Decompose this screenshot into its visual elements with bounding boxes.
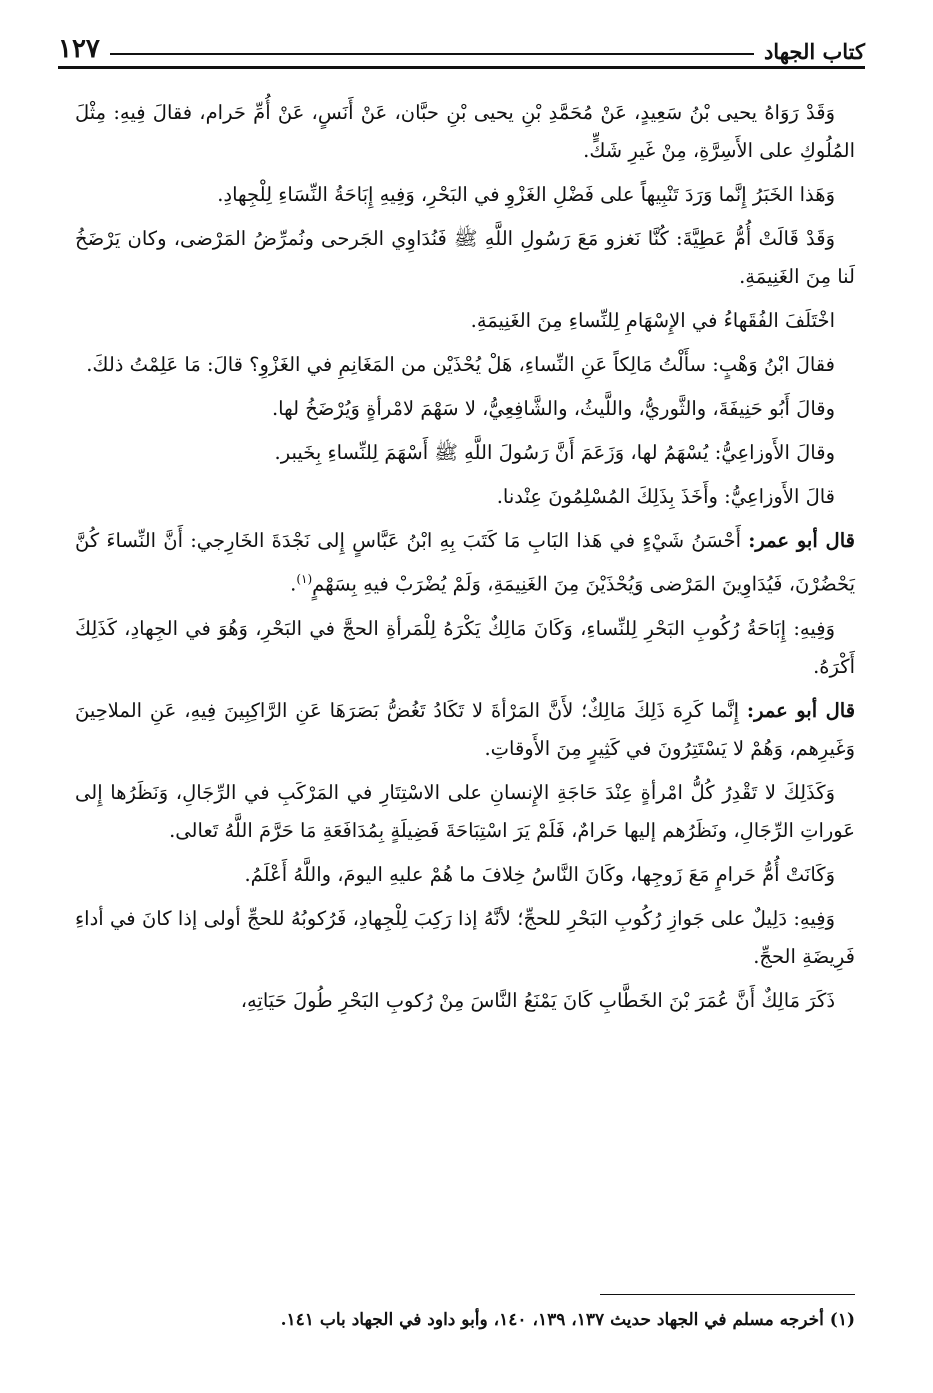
paragraph: وَكَانَتْ أُمُّ حَرامٍ مَعَ زَوجِها، وكَانَ النَّاسُ خِلافَ ما هُمْ عليهِ اليومَ، واللَّهُ أَعْلَمُ. bbox=[244, 862, 835, 886]
running-header bbox=[58, 24, 865, 64]
paragraph: قال أبو عمر: أَحْسَنُ شَيْءٍ في هَذا البَابِ مَا كَتَبَ بِهِ ابْنُ عَبَّاسٍ إِلى نَجْدَةَ الخَارِجي: أَنَّ النِّساءَ كُنَّ يَحْضُرْنَ، فَيُدَاوِينَ المَرْضى وَيُحْذَيْنَ مِنَ الغَنِيمَةِ، وَلَمْ يُضْرَبْ فيهِ بِسَهْمٍ$^{(١)}$. bbox=[75, 529, 855, 596]
paragraph: اخْتَلَفَ الفُقَهاءُ في الإِسْهَامِ لِلنِّساءِ مِنَ الغَنِيمَةِ. bbox=[470, 309, 835, 332]
paragraph: وَفِيهِ: إِبَاحَةُ رُكُوبِ البَحْرِ لِلنِّساءِ، وَكَانَ مَالِكٌ يَكْرَهُ لِلْمَرأةِ الحجَّ في البَحْرِ، وَهُوَ في الجِهادِ، كَذَلِكَ أَكْرَهُ. bbox=[75, 616, 855, 678]
footnote-separator bbox=[600, 1294, 855, 1295]
speaker-label: قال أبو عمر: bbox=[748, 529, 855, 552]
paragraph: وَفِيهِ: دَلِيلٌ على جَوازِ رُكُوبِ البَحْرِ للحجِّ؛ لأنَّهُ إذا رَكِبَ لِلْجِهادِ، فَرُكوبُهُ للحجِّ أولى إذا كانَ في أداءِ فَرِيضَةِ الحجِّ. bbox=[75, 906, 855, 968]
paragraph-text: أَحْسَنُ شَيْءٍ في هَذا البَابِ مَا كَتَبَ بِهِ ابْنُ عَبَّاسٍ إِلى نَجْدَةَ الخَارِجي: أَنَّ النِّساءَ كُنَّ يَحْضُرْنَ، فَيُدَاوِينَ المَرْضى وَيُحْذَيْنَ مِنَ الغَنِيمَةِ، وَلَمْ يُضْرَبْ فيهِ بِسَهْمٍ bbox=[75, 529, 855, 596]
paragraph: قالَ الأَوزاعِيُّ: وأَخَذَ بِذَلِكَ المُسْلِمُونَ عِنْدنا. bbox=[496, 485, 835, 508]
speaker-label: قال أبو عمر: bbox=[746, 698, 856, 722]
header-leader-line bbox=[110, 53, 754, 55]
main-text bbox=[75, 94, 855, 1026]
paragraph: ذَكَرَ مَالِكٌ أَنَّ عُمَرَ بْنَ الخَطَّابِ كَانَ يَمْنَعُ النَّاسَ مِنْ رُكوبِ البَحْرِ طُولَ حَيَاتِهِ، bbox=[240, 988, 835, 1012]
paragraph: وقالَ الأَوزاعِيُّ: يُسْهَمُ لها، وَزَعَمَ أَنَّ رَسُولَ اللَّهِ ﷺ أَسْهَمَ لِلنِّساءِ بِخَيبر. bbox=[274, 441, 835, 464]
paragraph: وَقَدْ قَالَتْ أُمُّ عَطِيَّةَ: كُنَّا نَغزو مَعَ رَسُولِ اللَّهِ ﷺ فَنُدَاوِي الجَرحى ونُمرِّضُ المَرْضى، وكان يَرْضَخُ لَنا مِنَ الغَنِيمَةِ. bbox=[75, 227, 855, 288]
chapter-title: كتاب الجهاد bbox=[763, 39, 865, 64]
paragraph: وَهَذا الخَبَرُ إِنَّما وَرَدَ تَنْبِيهاً على فَضْلِ الغَزْوِ في البَحْرِ، وَفِيهِ إِبَاحَةُ النِّسَاءِ لِلْجِهادِ. bbox=[217, 183, 835, 206]
paragraph: وَقَدْ رَوَاهُ يحيى بْنُ سَعِيدٍ، عَنْ مُحَمَّدِ بْنِ يحيى بْنِ حبَّان، عَنْ أَنَسٍ، عَنْ أُمِّ حَرام، فقالَ فِيهِ: مِثْلَ المُلُوكِ على الأَسِرَّةِ، مِنْ غَيرِ شَكٍّ. bbox=[75, 101, 855, 162]
paragraph: وَكَذَلِكَ لا تَقْدِرُ كُلُّ امْرأةٍ عِنْدَ حَاجَةِ الإِنسانِ على الاسْتِتَارِ في المَرْكَبِ في الرِّجَالِ، وَنَظَرُها إِلى عَوراتِ الرِّجَالِ، ونَظَرُهم إليها حَرامٌ، فَلَمْ يَرَ اسْتِبَاحَةَ فَضِيلَةٍ بِمُدَافَعَةِ مَا حَرَّمَ اللَّهُ تَعالى. bbox=[75, 780, 855, 842]
paragraph-text: إِنَّما كَرِهَ ذَلِكَ مَالِكٌ؛ لأَنَّ المَرْأةَ لا تَكَادُ تَغُضُّ بَصَرَهَا عَنِ الرَّاكِبِينَ فِيهِ، عَنِ الملاحِينَ وَغَيرِهم، وَهُمْ لا يَسْتَتِرُونَ في كَثِيرٍ مِنَ الأَوقاتِ. bbox=[75, 698, 855, 760]
header-rule bbox=[58, 66, 865, 69]
page-number: ١٢٧ bbox=[58, 34, 100, 64]
paragraph bbox=[75, 692, 855, 768]
footnote-reference[interactable]: (١) bbox=[296, 572, 313, 586]
paragraph: وقالَ أَبُو حَنِيفَةَ، والثَّوريُّ، واللَّيثُ، والشَّافِعِيُّ، لا سَهْمَ لامْرأةٍ وَيُرْضَخُ لها. bbox=[271, 397, 835, 420]
footnote: (١) أخرجه مسلم في الجهاد حديث ١٣٧، ١٣٩، ١٤٠، وأبو داود في الجهاد باب ١٤١. bbox=[280, 1310, 855, 1330]
paragraph: فقالَ ابْنُ وَهْبٍ: سأَلْتُ مَالِكاً عَنِ النِّساءِ، هَلْ يُحْذَيْن من المَغَانِمِ في الغَزْوِ؟ قالَ: مَا عَلِمْتُ ذلكَ. bbox=[86, 353, 835, 376]
